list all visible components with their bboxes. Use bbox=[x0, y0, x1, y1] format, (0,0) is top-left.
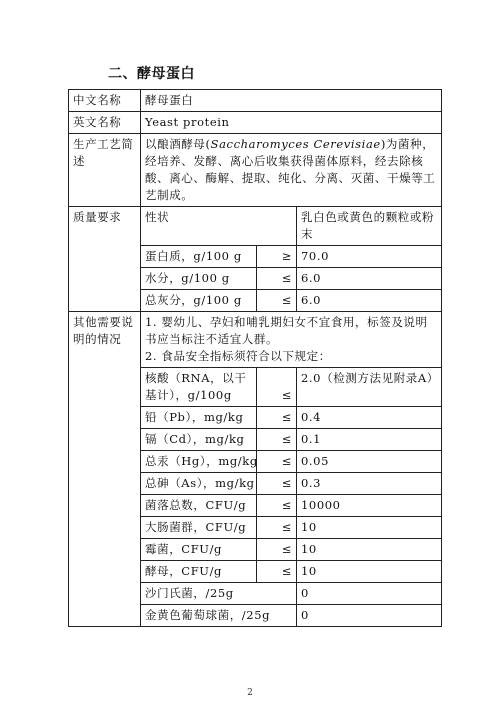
safety-item-name: 金黄色葡萄球菌，/25g bbox=[141, 605, 297, 627]
quality-item-symbol: ≥ bbox=[257, 246, 297, 268]
safety-item-value: 0 bbox=[297, 605, 442, 627]
quality-item-value: 70.0 bbox=[297, 246, 442, 268]
safety-item-symbol: ≤ bbox=[257, 517, 297, 539]
english-name-label: 英文名称 bbox=[69, 112, 141, 134]
safety-item-name: 大肠菌群，CFU/g bbox=[141, 517, 257, 539]
process-latin-name: Saccharomyces Cerevisiae bbox=[210, 137, 381, 151]
safety-item-symbol: ≤ bbox=[257, 451, 297, 473]
safety-item-symbol: ≤ bbox=[257, 368, 297, 407]
safety-item-value: 0 bbox=[297, 583, 442, 605]
safety-item-name: 总砷（As），mg/kg bbox=[141, 473, 257, 495]
safety-item-symbol: ≤ bbox=[257, 429, 297, 451]
safety-item-name: 总汞（Hg），mg/kg bbox=[141, 451, 257, 473]
safety-item-name: 镉（Cd），mg/kg bbox=[141, 429, 257, 451]
safety-item-name: 核酸（RNA，以干基计），g/100g bbox=[141, 368, 257, 407]
other-label: 其他需要说明的情况 bbox=[69, 312, 141, 627]
safety-item-symbol: ≤ bbox=[257, 495, 297, 517]
safety-item-symbol: ≤ bbox=[257, 539, 297, 561]
chinese-name-value: 酵母蛋白 bbox=[141, 90, 442, 112]
safety-item-name: 霉菌，CFU/g bbox=[141, 539, 257, 561]
safety-item-value: 2.0（检测方法见附录A） bbox=[297, 368, 442, 407]
safety-item-value: 10 bbox=[297, 561, 442, 583]
safety-item-name: 铅（Pb），mg/kg bbox=[141, 407, 257, 429]
other-note-1: 1. 婴幼儿、孕妇和哺乳期妇女不宜食用，标签及说明书应当标注不适宜人群。 bbox=[145, 315, 428, 346]
safety-item-value: 0.3 bbox=[297, 473, 442, 495]
safety-item-name: 沙门氏菌，/25g bbox=[141, 583, 297, 605]
safety-item-value: 0.4 bbox=[297, 407, 442, 429]
safety-item-symbol: ≤ bbox=[257, 407, 297, 429]
process-suffix: )为菌种，经培养、发酵、离心后收集获得菌体原料，经去除核酸、离心、酶解、提取、纯化、分离、灭菌、干燥等工艺制成。 bbox=[145, 137, 436, 202]
row-process bbox=[69, 134, 442, 207]
page-number: 2 bbox=[247, 688, 253, 698]
safety-item-value: 10 bbox=[297, 539, 442, 561]
process-description bbox=[141, 134, 442, 207]
row-english-name bbox=[69, 112, 442, 134]
trait-value: 乳白色或黄色的颗粒或粉末 bbox=[297, 207, 442, 246]
row-other-notes bbox=[69, 312, 442, 368]
quality-item-symbol: ≤ bbox=[257, 268, 297, 290]
safety-item-value: 0.1 bbox=[297, 429, 442, 451]
quality-item-name: 蛋白质，g/100 g bbox=[141, 246, 257, 268]
process-label: 生产工艺简述 bbox=[69, 134, 141, 207]
safety-item-name: 酵母，CFU/g bbox=[141, 561, 257, 583]
quality-item-value: 6.0 bbox=[297, 290, 442, 312]
safety-item-value: 10000 bbox=[297, 495, 442, 517]
process-prefix: 以酿酒酵母( bbox=[145, 137, 211, 151]
section-heading: 二、酵母蛋白 bbox=[108, 66, 195, 82]
safety-item-symbol: ≤ bbox=[257, 561, 297, 583]
quality-item-value: 6.0 bbox=[297, 268, 442, 290]
row-quality-trait bbox=[69, 207, 442, 246]
chinese-name-label: 中文名称 bbox=[69, 90, 141, 112]
row-chinese-name bbox=[69, 90, 442, 112]
quality-item-name: 水分，g/100 g bbox=[141, 268, 257, 290]
safety-item-name: 菌落总数，CFU/g bbox=[141, 495, 257, 517]
trait-label: 性状 bbox=[141, 207, 297, 246]
quality-item-name: 总灰分，g/100 g bbox=[141, 290, 257, 312]
english-name-value: Yeast protein bbox=[141, 112, 442, 134]
quality-label: 质量要求 bbox=[69, 207, 141, 312]
specification-table bbox=[68, 89, 442, 627]
safety-item-value: 10 bbox=[297, 517, 442, 539]
other-note-2: 2. 食品安全指标须符合以下规定： bbox=[145, 349, 331, 363]
safety-item-symbol: ≤ bbox=[257, 473, 297, 495]
quality-item-symbol: ≤ bbox=[257, 290, 297, 312]
other-notes bbox=[141, 312, 442, 368]
safety-item-value: 0.05 bbox=[297, 451, 442, 473]
